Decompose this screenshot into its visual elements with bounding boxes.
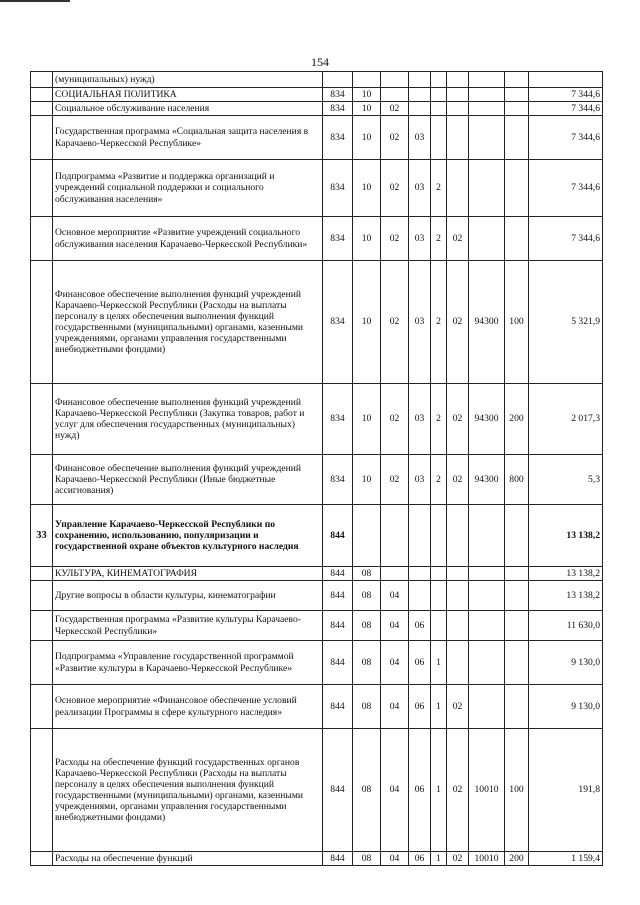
table-row [31, 160, 603, 217]
section-code: 08 [353, 852, 381, 866]
direction-code [469, 217, 505, 261]
admin-code: 834 [323, 384, 353, 455]
amount: 7 344,6 [529, 102, 603, 116]
admin-code: 844 [323, 505, 353, 567]
activity-code [447, 102, 469, 116]
subprogram-code: 2 [431, 217, 447, 261]
direction-code: 94300 [469, 261, 505, 384]
admin-code: 834 [323, 455, 353, 505]
amount: 13 138,2 [529, 505, 603, 567]
admin-code: 834 [323, 88, 353, 102]
row-name: Финансовое обеспечение выполнения функций учреждений Карачаево-Черкесской Республики (Иные бюджетные ассигнования) [53, 455, 323, 505]
table-row [31, 641, 603, 685]
program-code: 03 [409, 455, 431, 505]
expense-type-code [505, 505, 529, 567]
activity-code [447, 160, 469, 217]
program-code [409, 72, 431, 88]
table-row [31, 685, 603, 729]
program-code [409, 567, 431, 581]
table-row [31, 567, 603, 581]
direction-code [469, 581, 505, 611]
expense-type-code [505, 685, 529, 729]
subprogram-code [431, 88, 447, 102]
row-number [31, 567, 53, 581]
row-number [31, 88, 53, 102]
direction-code: 10010 [469, 852, 505, 866]
subprogram-code [431, 102, 447, 116]
row-name: Управление Карачаево-Черкесской Республики по сохранению, использованию, популяризации и государственной охране объектов культурного наследия [53, 505, 323, 567]
expense-type-code [505, 72, 529, 88]
subsection-code: 02 [381, 455, 409, 505]
admin-code: 834 [323, 217, 353, 261]
admin-code: 834 [323, 261, 353, 384]
row-number [31, 217, 53, 261]
expense-type-code [505, 217, 529, 261]
amount: 7 344,6 [529, 116, 603, 160]
table-row [31, 455, 603, 505]
row-name: Другие вопросы в области культуры, кинематографии [53, 581, 323, 611]
subsection-code: 02 [381, 102, 409, 116]
row-name: Основное мероприятие «Финансовое обеспечение условий реализации Программы в сфере культурного наследия» [53, 685, 323, 729]
row-name: Государственная программа «Социальная защита населения в Карачаево-Черкесской Республике» [53, 116, 323, 160]
table-row [31, 102, 603, 116]
admin-code: 844 [323, 729, 353, 852]
row-number [31, 116, 53, 160]
section-code: 08 [353, 641, 381, 685]
subsection-code: 02 [381, 116, 409, 160]
row-name: Подпрограмма «Управление государственной программой «Развитие культуры в Карачаево-Черкесской Республике» [53, 641, 323, 685]
section-code [353, 72, 381, 88]
page-number: 154 [311, 55, 329, 69]
program-code: 03 [409, 384, 431, 455]
row-number [31, 729, 53, 852]
row-name: (муниципальных) нужд) [53, 72, 323, 88]
activity-code: 02 [447, 852, 469, 866]
subsection-code: 02 [381, 384, 409, 455]
subsection-code [381, 88, 409, 102]
admin-code: 844 [323, 611, 353, 641]
direction-code [469, 160, 505, 217]
top-rule [0, 0, 70, 2]
section-code: 08 [353, 567, 381, 581]
activity-code [447, 88, 469, 102]
program-code: 03 [409, 217, 431, 261]
subsection-code: 02 [381, 160, 409, 217]
row-name: Подпрограмма «Развитие и поддержка организаций и учреждений социальной поддержки и социального обслуживания населения» [53, 160, 323, 217]
subprogram-code [431, 611, 447, 641]
subsection-code: 04 [381, 729, 409, 852]
activity-code: 02 [447, 384, 469, 455]
direction-code: 94300 [469, 455, 505, 505]
direction-code [469, 102, 505, 116]
activity-code [447, 581, 469, 611]
table-row [31, 611, 603, 641]
row-name: Расходы на обеспечение функций [53, 852, 323, 866]
table-row [31, 505, 603, 567]
subprogram-code: 1 [431, 729, 447, 852]
subprogram-code: 1 [431, 685, 447, 729]
activity-code [447, 567, 469, 581]
expense-type-code: 100 [505, 261, 529, 384]
expense-type-code [505, 116, 529, 160]
admin-code: 844 [323, 567, 353, 581]
program-code: 06 [409, 641, 431, 685]
row-number [31, 641, 53, 685]
amount: 7 344,6 [529, 160, 603, 217]
program-code: 06 [409, 729, 431, 852]
amount: 5 321,9 [529, 261, 603, 384]
row-name: КУЛЬТУРА, КИНЕМАТОГРАФИЯ [53, 567, 323, 581]
activity-code: 02 [447, 729, 469, 852]
row-number [31, 581, 53, 611]
subprogram-code: 2 [431, 261, 447, 384]
expense-type-code: 800 [505, 455, 529, 505]
direction-code [469, 685, 505, 729]
section-code: 10 [353, 217, 381, 261]
activity-code: 02 [447, 261, 469, 384]
section-code: 10 [353, 88, 381, 102]
admin-code: 834 [323, 116, 353, 160]
amount: 13 138,2 [529, 567, 603, 581]
amount [529, 72, 603, 88]
direction-code: 10010 [469, 729, 505, 852]
subsection-code [381, 72, 409, 88]
table-row [31, 852, 603, 866]
amount: 1 159,4 [529, 852, 603, 866]
direction-code [469, 72, 505, 88]
table-row [31, 729, 603, 852]
expense-type-code [505, 581, 529, 611]
admin-code: 844 [323, 581, 353, 611]
section-code: 10 [353, 455, 381, 505]
subsection-code: 04 [381, 581, 409, 611]
admin-code: 844 [323, 641, 353, 685]
subprogram-code [431, 505, 447, 567]
subprogram-code [431, 567, 447, 581]
subsection-code: 04 [381, 611, 409, 641]
program-code: 03 [409, 261, 431, 384]
direction-code [469, 641, 505, 685]
activity-code: 02 [447, 217, 469, 261]
subprogram-code: 2 [431, 160, 447, 217]
row-number [31, 261, 53, 384]
subsection-code [381, 567, 409, 581]
subprogram-code: 2 [431, 455, 447, 505]
program-code: 06 [409, 852, 431, 866]
activity-code: 02 [447, 455, 469, 505]
program-code [409, 102, 431, 116]
expense-type-code [505, 641, 529, 685]
direction-code: 94300 [469, 384, 505, 455]
amount: 9 130,0 [529, 685, 603, 729]
table-row [31, 116, 603, 160]
program-code: 06 [409, 611, 431, 641]
activity-code [447, 116, 469, 160]
table-row [31, 88, 603, 102]
row-number [31, 72, 53, 88]
expense-type-code: 200 [505, 384, 529, 455]
row-number [31, 455, 53, 505]
section-code: 08 [353, 611, 381, 641]
program-code [409, 505, 431, 567]
section-code: 10 [353, 116, 381, 160]
section-code [353, 505, 381, 567]
program-code: 06 [409, 685, 431, 729]
program-code: 03 [409, 116, 431, 160]
expense-type-code [505, 88, 529, 102]
section-code: 10 [353, 160, 381, 217]
row-number [31, 102, 53, 116]
subprogram-code: 1 [431, 641, 447, 685]
activity-code [447, 505, 469, 567]
subsection-code: 02 [381, 217, 409, 261]
amount: 5,3 [529, 455, 603, 505]
table-row [31, 217, 603, 261]
direction-code [469, 611, 505, 641]
row-number [31, 852, 53, 866]
subprogram-code [431, 72, 447, 88]
budget-table [30, 71, 603, 866]
row-name: Финансовое обеспечение выполнения функций учреждений Карачаево-Черкесской Республики (Расходы на выплаты персоналу в целях обеспечения выполнения функций государственными (муниципальными) органами, казенными учреждениями, органами управления государственными внебюджетными фондами) [53, 261, 323, 384]
activity-code [447, 611, 469, 641]
table-row [31, 72, 603, 88]
table-row [31, 384, 603, 455]
amount: 11 630,0 [529, 611, 603, 641]
expense-type-code [505, 567, 529, 581]
expense-type-code: 200 [505, 852, 529, 866]
direction-code [469, 567, 505, 581]
subsection-code: 02 [381, 261, 409, 384]
section-code: 10 [353, 261, 381, 384]
row-name: Финансовое обеспечение выполнения функций учреждений Карачаево-Черкесской Республики (Закупка товаров, работ и услуг для обеспечения государственных (муниципальных) нужд) [53, 384, 323, 455]
row-number [31, 611, 53, 641]
activity-code [447, 72, 469, 88]
amount: 13 138,2 [529, 581, 603, 611]
subsection-code: 04 [381, 685, 409, 729]
admin-code: 834 [323, 102, 353, 116]
admin-code [323, 72, 353, 88]
program-code: 03 [409, 160, 431, 217]
direction-code [469, 88, 505, 102]
direction-code [469, 116, 505, 160]
row-name: Расходы на обеспечение функций государственных органов Карачаево-Черкесской Республики (Расходы на выплаты персоналу в целях обеспечения выполнения функций государственными (муниципальными) органами, казенными учреждениями, органами управления государственными внебюджетными фондами) [53, 729, 323, 852]
section-code: 08 [353, 729, 381, 852]
amount: 9 130,0 [529, 641, 603, 685]
row-number [31, 160, 53, 217]
direction-code [469, 505, 505, 567]
admin-code: 844 [323, 852, 353, 866]
amount: 7 344,6 [529, 217, 603, 261]
section-code: 08 [353, 581, 381, 611]
program-code [409, 88, 431, 102]
subprogram-code: 1 [431, 852, 447, 866]
activity-code: 02 [447, 685, 469, 729]
expense-type-code [505, 611, 529, 641]
admin-code: 844 [323, 685, 353, 729]
subprogram-code: 2 [431, 384, 447, 455]
subsection-code: 04 [381, 852, 409, 866]
row-name: Государственная программа «Развитие культуры Карачаево-Черкесской Республики» [53, 611, 323, 641]
row-number: 33 [31, 505, 53, 567]
subprogram-code [431, 116, 447, 160]
row-name: Основное мероприятие «Развитие учреждений социального обслуживания населения Карачаево-Черкесской Республики» [53, 217, 323, 261]
row-number [31, 685, 53, 729]
row-name: Социальное обслуживание населения [53, 102, 323, 116]
amount: 191,8 [529, 729, 603, 852]
table-row [31, 581, 603, 611]
amount: 7 344,6 [529, 88, 603, 102]
expense-type-code [505, 160, 529, 217]
section-code: 10 [353, 102, 381, 116]
amount: 2 017,3 [529, 384, 603, 455]
row-number [31, 384, 53, 455]
subsection-code: 04 [381, 641, 409, 685]
subprogram-code [431, 581, 447, 611]
admin-code: 834 [323, 160, 353, 217]
section-code: 10 [353, 384, 381, 455]
subsection-code [381, 505, 409, 567]
activity-code [447, 641, 469, 685]
expense-type-code [505, 102, 529, 116]
row-name: СОЦИАЛЬНАЯ ПОЛИТИКА [53, 88, 323, 102]
program-code [409, 581, 431, 611]
table-row [31, 261, 603, 384]
expense-type-code: 100 [505, 729, 529, 852]
section-code: 08 [353, 685, 381, 729]
